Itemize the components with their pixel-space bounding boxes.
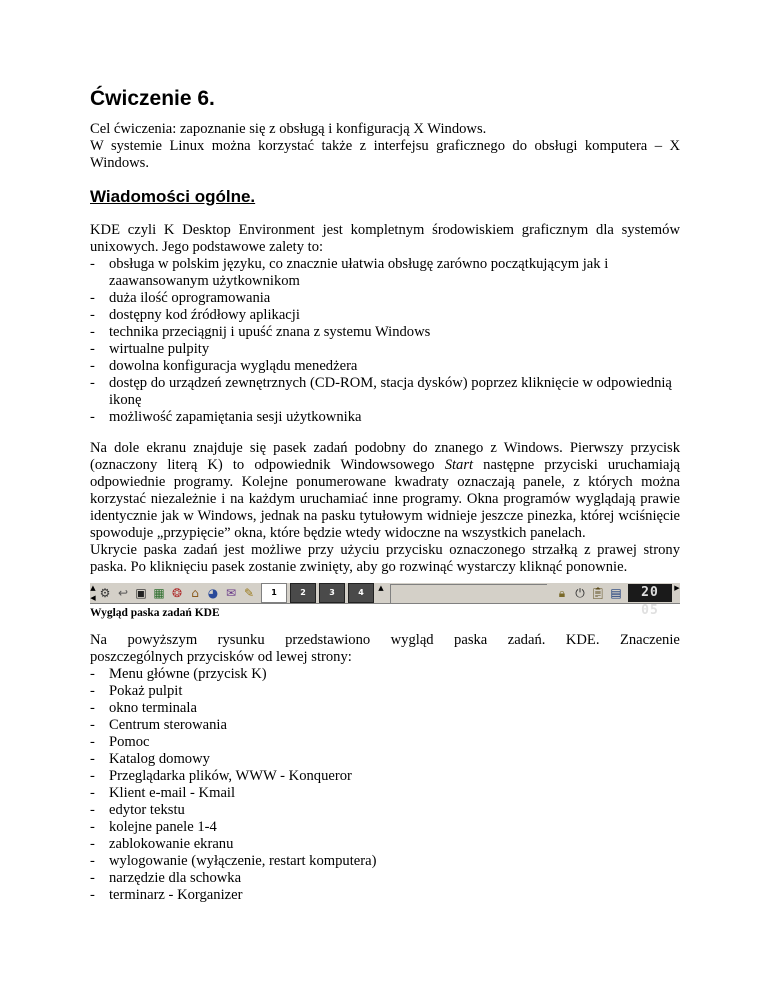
list-item: - zablokowanie ekranu — [90, 836, 680, 853]
desktop-2-button: 2 — [290, 583, 316, 603]
taskbar-text-2: następne przyciski uruchamiają odpowiednie programy. Kolejne ponumerowane kwadraty oznaczają panele, z których można korzystać niezależnie i na każdym uruchamiać inne programy. Okna programów wyglądają prawie identycznie jak w Windows, jednak na pasku tytułowym widnieje jeszcze pinezka, której wciśnięcie spowoduje „przypięcie” okna, które będzie wtedy widoczne na wszystkich panelach. — [90, 457, 680, 541]
figure-caption: Wygląd paska zadań KDE — [90, 607, 220, 619]
list-item: - Przeglądarka plików, WWW - Konqueror — [90, 768, 680, 785]
hide-left-arrow-icon: ▲ ◀ — [90, 584, 96, 602]
word: powyższym — [127, 632, 198, 648]
list-item: - duża ilość oprogramowania — [90, 290, 680, 307]
word: Na — [90, 632, 108, 648]
kde-intro: KDE czyli K Desktop Environment jest kompletnym środowiskiem graficznym dla systemów unixowych. Jego podstawowe zalety to: — [90, 222, 680, 255]
word: Znaczenie — [619, 632, 680, 648]
list-item: - możliwość zapamiętania sesji użytkownika — [90, 409, 680, 426]
terminal-icon: ▣ — [135, 586, 147, 600]
list-item: - dostęp do urządzeń zewnętrznych (CD-ROM, stacja dysków) poprzez kliknięcie w odpowiednią ikonę — [90, 375, 680, 409]
list-item: - Pokaż pulpit — [90, 683, 680, 700]
list-item: - narzędzie dla schowka — [90, 870, 680, 887]
intro-linux: W systemie Linux można korzystać także z interfejsu graficznego do obsługi komputera – X Windows. — [90, 138, 680, 171]
taskbar-hide-description: Ukrycie paska zadań jest możliwe przy użyciu przycisku oznaczonego strzałką z prawej strony paska. Po kliknięciu pasek zostanie zwinięty, aby go rozwinąć wystarczy kliknąć ponownie. — [90, 542, 680, 575]
advantages-list — [90, 256, 680, 426]
desktop-icon: ↩ — [117, 586, 129, 600]
list-item: - dostępny kod źródłowy aplikacji — [90, 307, 680, 324]
word: przedstawiono — [285, 632, 371, 648]
hide-right-arrow-icon: ▶ — [674, 584, 680, 592]
home-icon: ⌂ — [191, 586, 199, 600]
buttons-list — [90, 666, 680, 904]
help-icon: ❂ — [171, 586, 183, 600]
word: KDE. — [565, 632, 600, 648]
start-word: Start — [444, 457, 474, 473]
desktop-4-button: 4 — [348, 583, 374, 603]
list-item: - obsługa w polskim języku, co znacznie ułatwia obsługę zarówno początkującym jak i zaawansowanym użytkownikom — [90, 256, 680, 290]
list-item: - technika przeciągnij i upuść znana z systemu Windows — [90, 324, 680, 341]
list-item: - wirtualne pulpity — [90, 341, 680, 358]
list-item: - terminarz - Korganizer — [90, 887, 680, 904]
list-item: - Katalog domowy — [90, 751, 680, 768]
konqueror-icon: ◕ — [207, 586, 219, 600]
word: wygląd — [390, 632, 434, 648]
kde-menu-icon: ⚙ — [99, 586, 111, 600]
word: paska — [454, 632, 488, 648]
page-title: Ćwiczenie 6. — [90, 87, 215, 110]
logout-icon: ⏻ — [575, 586, 585, 600]
buttons-intro-line2: poszczególnych przycisków od lewej strony: — [90, 649, 352, 665]
desktop-1-button: 1 — [261, 583, 287, 603]
buttons-intro-line1 — [90, 632, 680, 649]
list-item: - Klient e-mail - Kmail — [90, 785, 680, 802]
section-heading: Wiadomości ogólne. — [90, 187, 256, 206]
list-item: - wylogowanie (wyłączenie, restart komputera) — [90, 853, 680, 870]
taskbar-task-area — [390, 584, 547, 603]
list-item: - dowolna konfiguracja wyglądu menedżera — [90, 358, 680, 375]
kmail-icon: ✉ — [225, 586, 237, 600]
taskbar-description — [90, 440, 680, 542]
clipboard-icon: 📋︎ — [590, 586, 606, 600]
intro-goal: Cel ćwiczenia: zapoznanie się z obsługą i konfiguracją X Windows. — [90, 121, 487, 137]
list-item: - edytor tekstu — [90, 802, 680, 819]
document-page — [90, 86, 680, 904]
word: zadań. — [507, 632, 546, 648]
word: rysunku — [217, 632, 265, 648]
clock: 20 05 — [628, 584, 672, 602]
desktop-3-button: 3 — [319, 583, 345, 603]
list-item: - Menu główne (przycisk K) — [90, 666, 680, 683]
editor-icon: ✎ — [243, 586, 255, 600]
list-item: - Pomoc — [90, 734, 680, 751]
korganizer-icon: ▤ — [610, 586, 622, 600]
scroll-up-icon: ▲ — [378, 584, 384, 592]
taskbar-text-1: Na dole ekranu znajduje się pasek zadań podobny do znanego z Windows. Pierwszy przycisk (oznaczony literą K) to odpowiednik Windowsowego — [90, 440, 680, 473]
list-item: - okno terminala — [90, 700, 680, 717]
control-center-icon: ▦ — [153, 586, 165, 600]
list-item: - Centrum sterowania — [90, 717, 680, 734]
lock-icon: 🔒︎ — [558, 586, 566, 600]
list-item: - kolejne panele 1-4 — [90, 819, 680, 836]
